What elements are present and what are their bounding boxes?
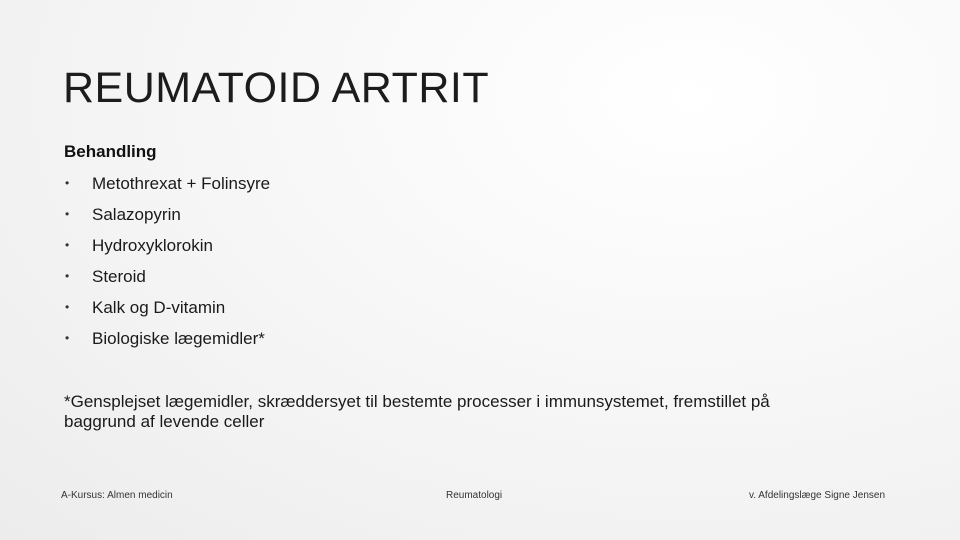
footer-center: Reumatologi — [446, 490, 503, 501]
list-item — [64, 265, 270, 296]
footer-left: A-Kursus: Almen medicin — [61, 490, 173, 501]
list-item-text: Kalk og D-vitamin — [92, 298, 226, 317]
footer-right: v. Afdelingslæge Signe Jensen — [748, 490, 885, 501]
bullet-icon: • — [65, 238, 70, 252]
bullet-icon: • — [65, 176, 70, 190]
treatment-list — [64, 172, 270, 358]
footnote: *Gensplejset lægemidler, skræddersyet til bestemte processer i immunsystemet, fremstillet på baggrund af levende celler — [64, 392, 770, 431]
slide-subtitle: Behandling — [64, 142, 157, 161]
list-item — [64, 234, 270, 265]
list-item-text: Metothrexat + Folinsyre — [92, 174, 271, 193]
bullet-icon: • — [65, 300, 70, 314]
bullet-icon: • — [65, 331, 70, 345]
list-item — [64, 296, 270, 327]
slide-title: REUMATOID ARTRIT — [63, 64, 490, 112]
list-item-text: Biologiske lægemidler* — [92, 329, 265, 348]
list-item — [64, 327, 270, 358]
bullet-icon: • — [65, 269, 70, 283]
list-item — [64, 203, 270, 234]
bullet-icon: • — [65, 207, 70, 221]
list-item — [64, 172, 270, 203]
list-item-text: Steroid — [92, 267, 146, 286]
list-item-text: Hydroxyklorokin — [92, 236, 213, 255]
list-item-text: Salazopyrin — [92, 205, 181, 224]
